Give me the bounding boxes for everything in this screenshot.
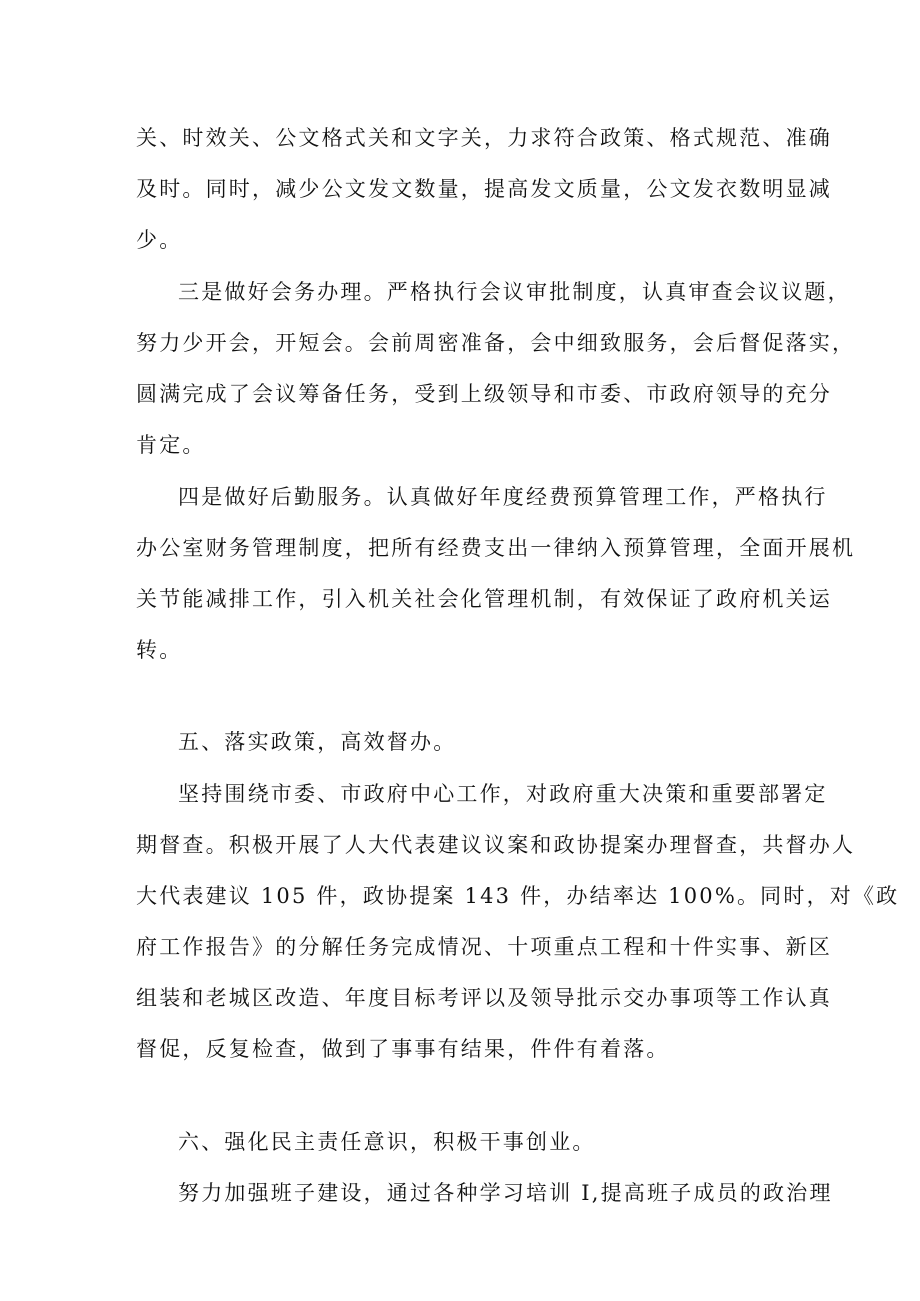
body-text-line: 关、时效关、公文格式关和文字关，力求符合政策、格式规范、准确 <box>136 126 832 150</box>
paragraph-first-line: 四是做好后勤服务。认真做好年度经费预算管理工作，严格执行 <box>178 485 828 509</box>
paragraph-first-line: 坚持围绕市委、市政府中心工作，对政府重大决策和重要部署定 <box>178 782 828 806</box>
body-text-line: 关节能减排工作，引入机关社会化管理机制，有效保证了政府机关运 <box>136 587 832 611</box>
section-heading: 五、落实政策，高效督办。 <box>178 730 457 754</box>
body-text-line: 及时。同时，减少公文发文数量，提高发文质量，公文发衣数明显减 <box>136 177 832 201</box>
body-text-line: 努力少开会，开短会。会前周密准备，会中细致服务，会后督促落实， <box>136 331 856 355</box>
body-text-line: 少。 <box>136 228 183 252</box>
section-heading: 六、强化民主责任意识，积极干事创业。 <box>178 1130 596 1154</box>
paragraph-first-line: 三是做好会务办理。严格执行会议审批制度，认真审查会议议题， <box>178 280 851 304</box>
body-text-line: 督促，反复检查，做到了事事有结果，件件有着落。 <box>136 1037 670 1061</box>
paragraph-first-line: 努力加强班子建设，通过各种学习培训 I,提高班子成员的政治理 <box>178 1181 833 1205</box>
body-text-line: 大代表建议 105 件，政协提案 143 件，办结率达 100%。同时，对《政 <box>136 884 900 908</box>
body-text-line: 肯定。 <box>136 433 206 457</box>
body-text-line: 转。 <box>136 638 183 662</box>
body-text-line: 府工作报告》的分解任务完成情况、十项重点工程和十件实事、新区 <box>136 935 832 959</box>
body-text-line: 圆满完成了会议筹备任务，受到上级领导和市委、市政府领导的充分 <box>136 382 832 406</box>
body-text-line: 办公室财务管理制度，把所有经费支出一律纳入预算管理，全面开展机 <box>136 536 856 560</box>
body-text-line: 期督查。积极开展了人大代表建议议案和政协提案办理督查，共督办人 <box>136 833 856 857</box>
body-text-line: 组装和老城区改造、年度目标考评以及领导批示交办事项等工作认真 <box>136 986 832 1010</box>
